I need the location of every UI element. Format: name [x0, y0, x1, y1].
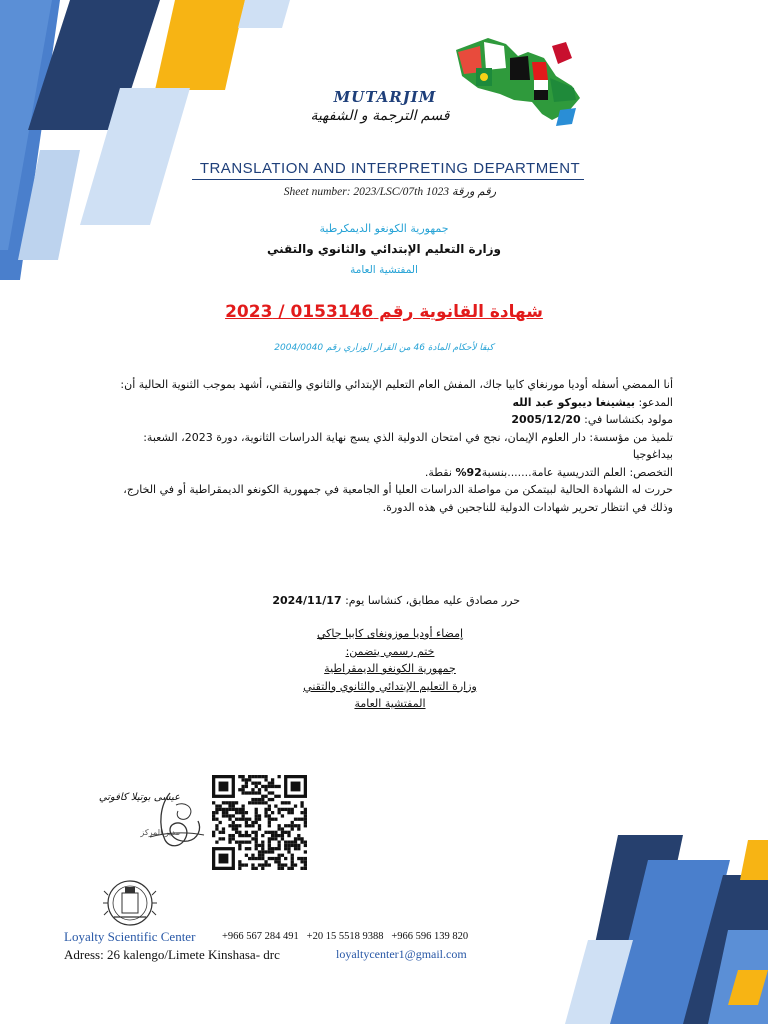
grade-percent: 92% [455, 465, 482, 479]
closing-line: حررت له الشهادة الحالية لبيتمكن من مواصلة الدراسات العليا أو الجامعية في جمهورية الكونغو الديمقراطية أو في الخارج، وذلك في انتظار تحرير شهادات الدولية للناجحين في هذه الدورة. [123, 483, 673, 514]
bottom-right-decoration [468, 820, 768, 1024]
issue-date-label: حرر مصادق عليه مطابق، كنشاسا يوم: [341, 594, 520, 607]
seal-line: إمضاء أوديا موزونغاى كابيا جاكي [316, 627, 464, 640]
birth-date: 2005/12/20 [511, 413, 581, 426]
birth-label: مولود بكنشاسا في: [580, 413, 673, 426]
decree-reference: كبقا لأحكام المادة 46 من القرار الوزاري رقم 2004/0040 [274, 343, 494, 353]
arab-world-map-icon [448, 28, 588, 138]
phone-numbers: +966 567 284 491 +20 15 5518 9388 +966 596 139 820 [222, 931, 469, 942]
specialization-line [100, 464, 673, 482]
name-label: المدعو: [635, 395, 673, 409]
brand-arabic: قسم الترجمة و الشفهية [310, 108, 450, 124]
specialization-suffix: نقطة. [424, 465, 456, 479]
seal-line: جمهورية الكونغو الديمقراطية [324, 662, 456, 675]
seal-line: ختم رسمي يتضمن: [345, 644, 435, 658]
student-name: بيشينغا ديبوكو عبد الله [512, 395, 635, 409]
school-line: تلميذ من مؤسسة: دار العلوم الإيمان، نجح في امتحان الدولية الذي يسج نهاية الدراسات الثانوية، دورة 2023، الشعبة: بيداغوجيا [143, 430, 673, 461]
certificate-title-text: شهادة القانوية رقم 0153146 / 2023 [225, 302, 543, 322]
inspectorate-name: المفتشية العامة [350, 264, 418, 276]
issue-date-line [240, 594, 520, 607]
ministry-name: وزارة التعليم الإبتدائي والثانوي والتقني [267, 242, 501, 256]
qr-code-icon [212, 775, 307, 870]
address: Adress: 26 kalengo/Limete Kinshasa- drc [64, 947, 280, 962]
top-left-decoration [0, 0, 290, 280]
sheet-number: Sheet number: 2023/LSC/07th 1023 رقم ورقة [283, 186, 497, 198]
email-link[interactable]: loyaltycenter1@gmail.com [336, 947, 467, 961]
seal-line: وزارة التعليم الإبتدائي والثانوي والتقني [303, 679, 477, 693]
birth-line [100, 411, 673, 429]
certificate-title [0, 302, 768, 322]
signature-icon [140, 785, 210, 855]
center-logo-icon [100, 877, 160, 932]
seal-line: المفتشية العامة [354, 697, 426, 710]
student-name-line [100, 394, 673, 412]
specialization-label: التخصص: العلم التدريسية عامة.......بنسبة [481, 465, 673, 479]
declaration-line: أنا الممضي أسفله أوديا مورنغاي كابيا جاك، المفش العام التعليم الإبتدائي والثانوي والتقني، أشهد بموجب الثنوية الحالية أن: [120, 378, 673, 391]
center-name: Loyalty Scientific Center [64, 929, 196, 944]
signer-name: عيسى بوتيلا كافوتي [98, 792, 180, 803]
certificate-body [100, 376, 673, 516]
brand-name: MUTARJIM [333, 88, 437, 106]
issue-date: 2024/11/17 [272, 594, 342, 607]
department-underline [192, 179, 584, 180]
signer-title: مدير المركز [140, 828, 180, 837]
department-title: TRANSLATION AND INTERPRETING DEPARTMENT [199, 160, 581, 177]
republic-name: جمهورية الكونغو الديمكرطية [319, 222, 449, 235]
seal-description [240, 625, 540, 713]
